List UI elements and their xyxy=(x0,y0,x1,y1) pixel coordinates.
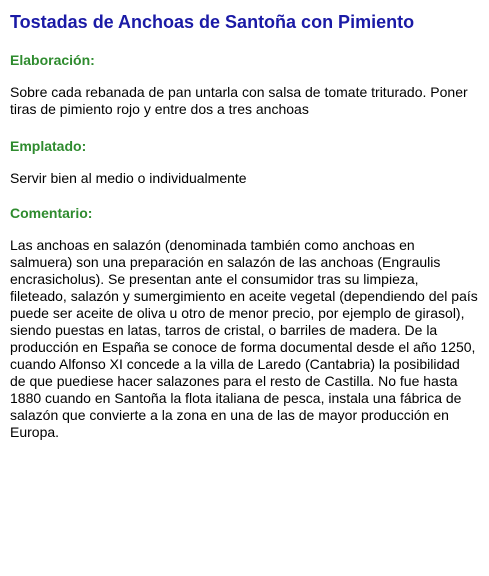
emplatado-text: Servir bien al medio o individualmente xyxy=(10,170,247,186)
emplatado-heading: Emplatado: xyxy=(10,138,87,154)
comentario-text: Las anchoas en salazón (denominada también como anchoas en salmuera) son una preparación en salazón de las anchoas (Engraulis encrasicholus). Se presentan ante el consumidor tras su limpieza, fileteado, salazón y sumergimiento en aceite vegetal (dependiendo del país puede ser aceite de oliva u otro de menor precio, por ejemplo de girasol), siendo puestas en latas, tarros de cristal, o barriles de madera. De la producción en España se conoce de forma documental desde el año 1250, cuando Alfonso XI concede a la villa de Laredo (Cantabria) la posibilidad de que puediese hacer salazones para el resto de Castilla. No fue hasta 1880 cuando en Santoña la flota italiana de pesca, instala una fábrica de salazón que convierte a la zona en una de las de mayor producción en Europa. xyxy=(10,237,478,440)
section-comentario xyxy=(10,204,479,441)
section-emplatado xyxy=(10,137,479,187)
elaboracion-text: Sobre cada rebanada de pan untarla con salsa de tomate triturado. Poner tiras de pimiento rojo y entre dos a tres anchoas xyxy=(10,84,468,117)
recipe-title: Tostadas de Anchoas de Santoña con Pimiento xyxy=(10,12,415,32)
elaboracion-heading: Elaboración: xyxy=(10,52,95,68)
comentario-heading: Comentario: xyxy=(10,205,93,221)
section-elaboracion xyxy=(10,51,479,118)
